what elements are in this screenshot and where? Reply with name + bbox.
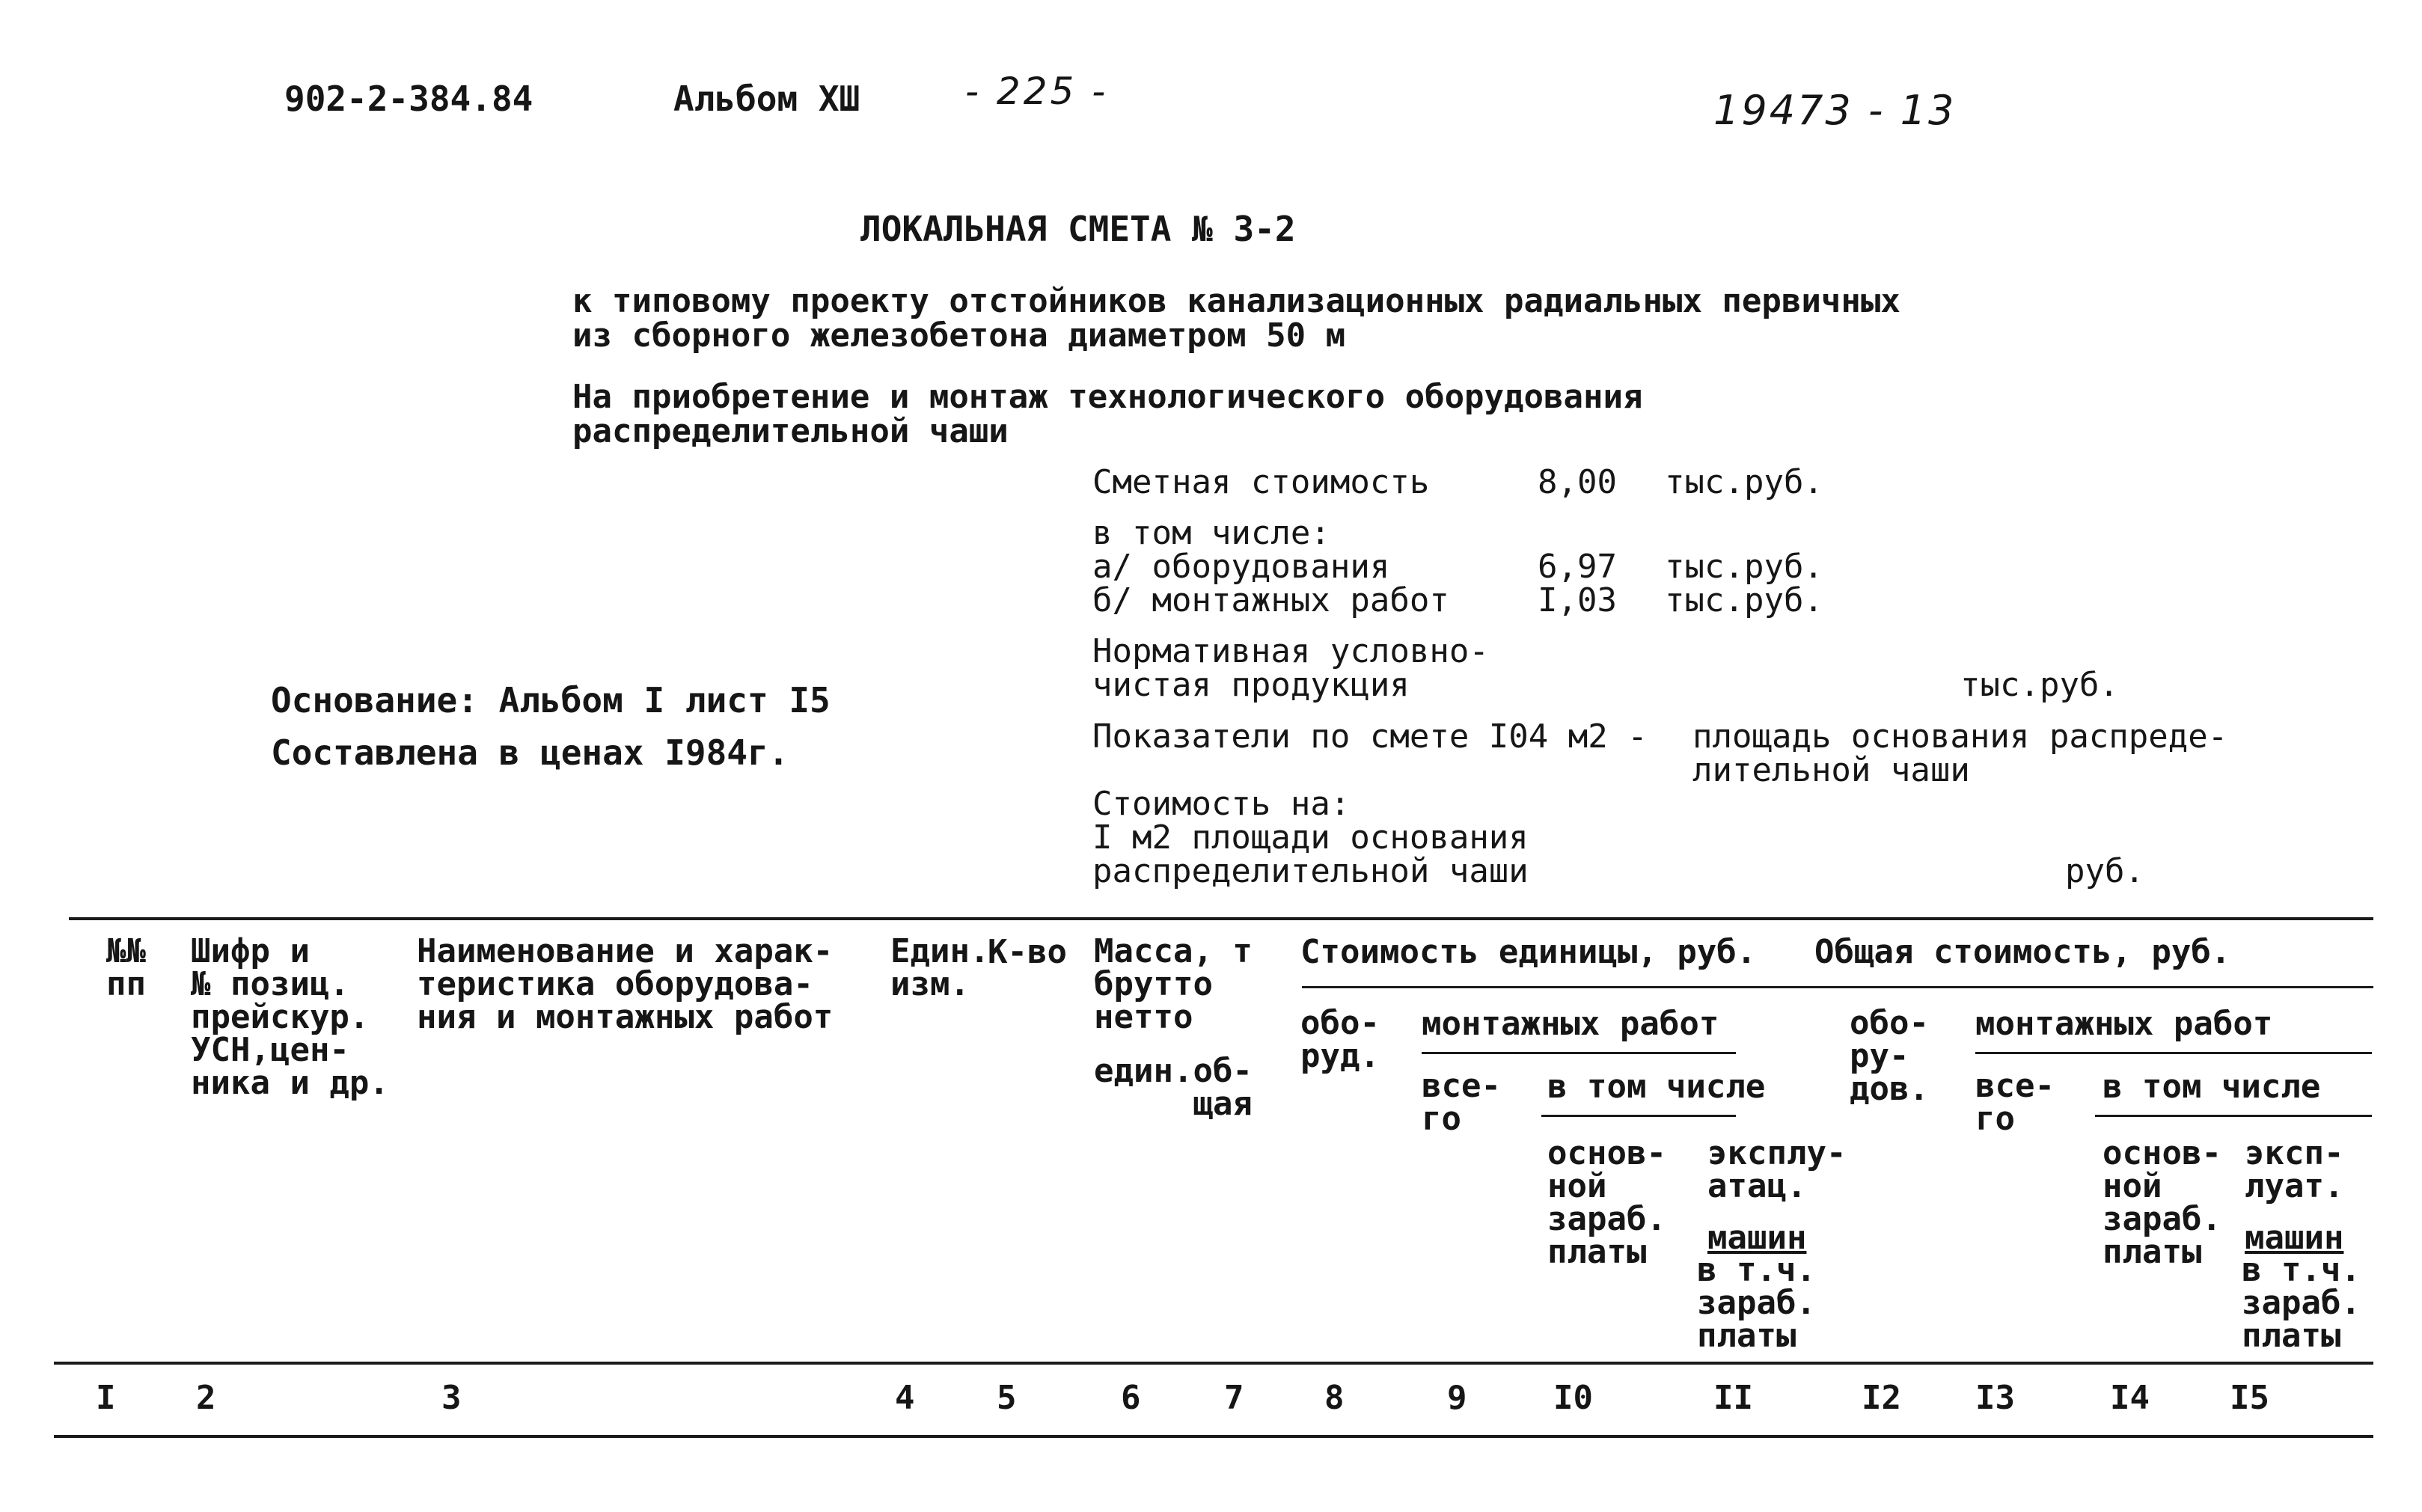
cost-per-unit: руб. [2065,852,2144,890]
project-description: к типовому проекту отстойников канализационных радиальных первичных из сборного железобетона диаметром 50 м [572,282,1900,355]
equip-unit: тыс.руб. [1665,548,1823,586]
incl-unit-header: в том числе [1547,1068,1766,1106]
column-number: I [96,1379,116,1417]
column-number: I0 [1553,1379,1593,1417]
basic-wage-total-header: основ- ной зараб. платы [2103,1134,2221,1271]
total-unit-header: все- го [1422,1067,1501,1138]
column-number: II [1713,1379,1753,1417]
incl-label: в том числе: [1092,514,1330,552]
column-number: 8 [1324,1379,1345,1417]
column-number: 2 [196,1379,216,1417]
col-name-header: Наименование и харак- теристика оборудова- ния и монтажных работ [417,932,834,1036]
machine-wage-total-header: в т.ч. зараб. платы [2242,1251,2361,1355]
cost-per-label: Стоимость на: I м2 площади основания распределительной чаши [1092,785,1529,890]
incl-total-rule [2095,1115,2372,1117]
machine-unit-header: эксплу- атац. [1707,1134,1847,1205]
col-mass-header: Масса, т брутто нетто [1094,932,1253,1036]
column-number: 6 [1121,1379,1141,1417]
column-number: 4 [895,1379,915,1417]
cost-value: 8,00 [1538,463,1617,501]
normative-label: Нормативная условно- чистая продукция [1092,632,1489,704]
column-number: I4 [2110,1379,2150,1417]
col-unit-header: Един. изм. [890,932,990,1003]
equip-unit-header: обо- руд. [1300,1004,1380,1075]
install-label: б/ монтажных работ [1092,581,1449,619]
total-total-header: все- го [1975,1067,2055,1138]
document-code: 902-2-384.84 [284,79,533,119]
col-quantity-header: К-во [988,933,1067,971]
indicators-label: Показатели по смете I04 м2 - [1092,717,1648,756]
column-number: 7 [1224,1379,1244,1417]
table-bottom-rule [54,1435,2373,1438]
install-unit-header: монтажных работ [1422,1005,1719,1043]
column-number: 9 [1447,1379,1467,1417]
table-top-rule [69,917,2373,920]
column-number: I5 [2230,1379,2269,1417]
page-number: - 225 - [965,70,1109,113]
col-number-header: №№ пп [106,932,146,1003]
machine-wage-unit-header: в т.ч. зараб. платы [1697,1251,1816,1355]
header-bottom-rule [54,1362,2373,1365]
total-cost-header: Общая стоимость, руб. [1814,933,2231,971]
machine-total-header: эксп- луат. [2245,1134,2344,1205]
column-number: 3 [441,1379,462,1417]
inventory-number: 19473 - 13 [1713,87,1957,134]
basic-wage-unit-header: основ- ной зараб. платы [1547,1134,1666,1271]
cost-group-rule [1302,986,2373,988]
basis-line: Основание: Альбом I лист I5 [271,680,831,720]
column-number: I3 [1975,1379,2015,1417]
indicators-text: площадь основания распреде- лительной чаши [1692,717,2228,789]
install-unit-rule [1422,1052,1736,1054]
cost-label: Сметная стоимость [1092,463,1430,501]
col-mass-sub-header: един.об- щая [1094,1052,1253,1123]
install-value: I,03 [1538,581,1617,619]
equip-value: 6,97 [1538,548,1617,586]
equip-total-header: обо- ру- дов. [1850,1004,1929,1108]
page-title: ЛОКАЛЬНАЯ СМЕТА № 3-2 [860,209,1296,249]
album-number: Альбом ХШ [673,79,860,119]
normative-unit: тыс.руб. [1960,666,2119,704]
machine-unit-underlined: машин [1707,1219,1807,1257]
equip-label: а/ оборудования [1092,548,1390,586]
column-number: I2 [1862,1379,1901,1417]
incl-total-header: в том числе [2103,1068,2321,1106]
column-number: 5 [997,1379,1017,1417]
unit-cost-header: Стоимость единицы, руб. [1300,933,1757,971]
col-code-header: Шифр и № позиц. прейскур. УСН,цен- ника и др. [191,932,389,1102]
incl-unit-rule [1541,1115,1736,1117]
install-total-header: монтажных работ [1975,1005,2273,1043]
machine-total-underlined: машин [2245,1219,2344,1257]
prices-line: Составлена в ценах I984г. [271,732,789,773]
install-total-rule [1975,1052,2372,1054]
install-unit: тыс.руб. [1665,581,1823,619]
cost-unit: тыс.руб. [1665,463,1823,501]
purpose-description: На приобретение и монтаж технологического оборудования распределительной чаши [572,378,1643,450]
